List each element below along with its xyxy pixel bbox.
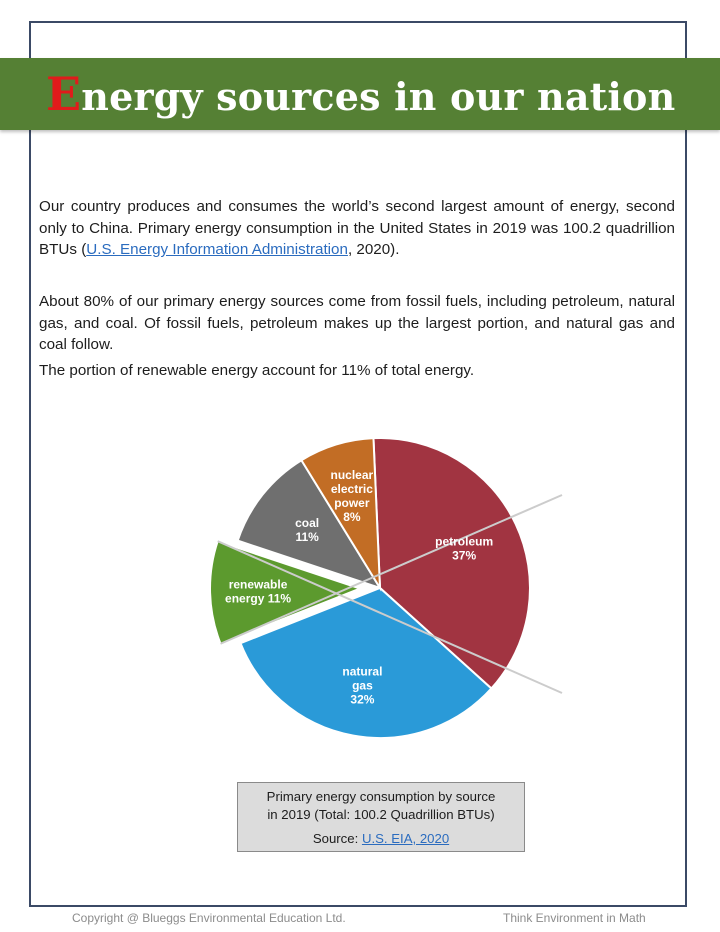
- caption-line-2: in 2019 (Total: 100.2 Quadrillion BTUs): [267, 807, 495, 822]
- intro-text: Our country produces and consumes the world’s second largest amount of energy, second only to China. Primary energy consumption in the United States in 2019 was 100.2 quadrillion BTUs (: [39, 198, 675, 258]
- pie-label-nuclear-electric-power: nuclear electric power 8%: [330, 468, 374, 525]
- title-first-letter: E: [46, 67, 82, 121]
- fossil-text: About 80% of our primary energy sources come from fossil fuels, including petroleum, natural gas, and coal. Of fossil fuels, petroleum makes up the largest portion, and natural gas and coal follow.: [39, 293, 675, 353]
- intro-end: , 2020).: [347, 241, 400, 258]
- caption-source: [238, 830, 524, 848]
- pie-label-renewable-energy: renewable energy 11%: [225, 577, 292, 606]
- chart-caption: [237, 782, 525, 852]
- eia-link[interactable]: U.S. Energy Information Administration: [86, 241, 348, 258]
- pie-label-petroleum: petroleum 37%: [435, 534, 494, 563]
- pie-label-coal: coal 11%: [295, 516, 320, 545]
- source-link[interactable]: U.S. EIA, 2020: [361, 831, 450, 846]
- title-rest: nergy sources in our nation: [81, 74, 676, 119]
- pie-label-natural-gas: natural gas 32%: [342, 664, 383, 707]
- caption-line-1: Primary energy consumption by source: [266, 789, 496, 804]
- footer-copyright: Copyright @ Blueggs Environmental Education Ltd.: [72, 911, 346, 925]
- source-label: Source:: [312, 831, 362, 846]
- renewable-text: The portion of renewable energy account for 11% of total energy.: [39, 362, 475, 379]
- footer-tagline: Think Environment in Math: [503, 911, 646, 925]
